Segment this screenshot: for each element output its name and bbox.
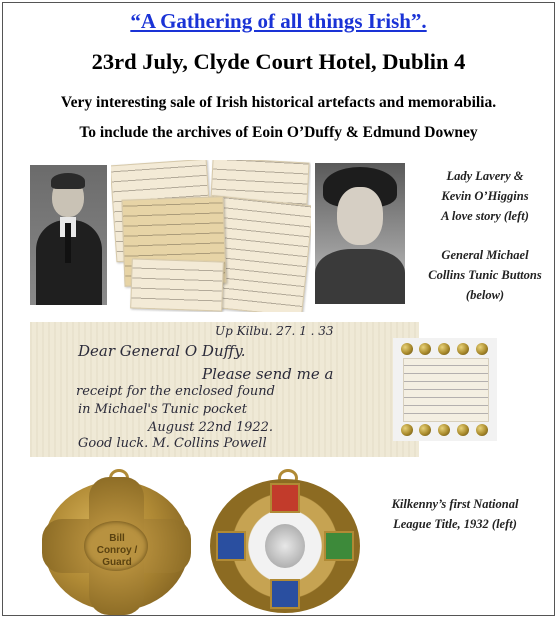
medals-photo (30, 469, 375, 615)
note-header: Up Kilbu. 27. 1 . 33 (215, 324, 334, 338)
caption-collins-buttons: General Michael Collins Tunic Buttons (below) (428, 248, 542, 302)
note-line: Please send me a (202, 365, 334, 383)
portrait-woman-photo (315, 163, 405, 304)
note-line: in Michael's Tunic pocket (78, 402, 247, 417)
event-date-venue: 23rd July, Clyde Court Hotel, Dublin 4 (91, 49, 466, 74)
letters-collage-photo (111, 160, 311, 312)
description-line-2: To include the archives of Eoin O’Duffy & Edmund Downey (79, 124, 478, 141)
medal-text: Bill Conroy / Guard (96, 533, 138, 568)
caption-kilkenny: Kilkenny’s first National League Title, 1932 (left) (391, 497, 519, 531)
tunic-buttons-photo (393, 338, 497, 441)
note-line: receipt for the enclosed found (76, 384, 275, 399)
note-line: Dear General O Duffy. (78, 342, 246, 360)
portrait-man-photo (30, 165, 107, 305)
note-line: August 22nd 1922. (148, 420, 274, 435)
note-line: Good luck. M. Collins Powell (78, 436, 267, 451)
description-line-1: Very interesting sale of Irish historical artefacts and memorabilia. (60, 94, 497, 111)
handwritten-note-photo (30, 322, 419, 457)
caption-lavery: Lady Lavery & Kevin O’Higgins A love story (left) (441, 169, 529, 223)
headline-link[interactable]: “A Gathering of all things Irish”. (130, 9, 427, 33)
flyer-page (2, 2, 555, 616)
